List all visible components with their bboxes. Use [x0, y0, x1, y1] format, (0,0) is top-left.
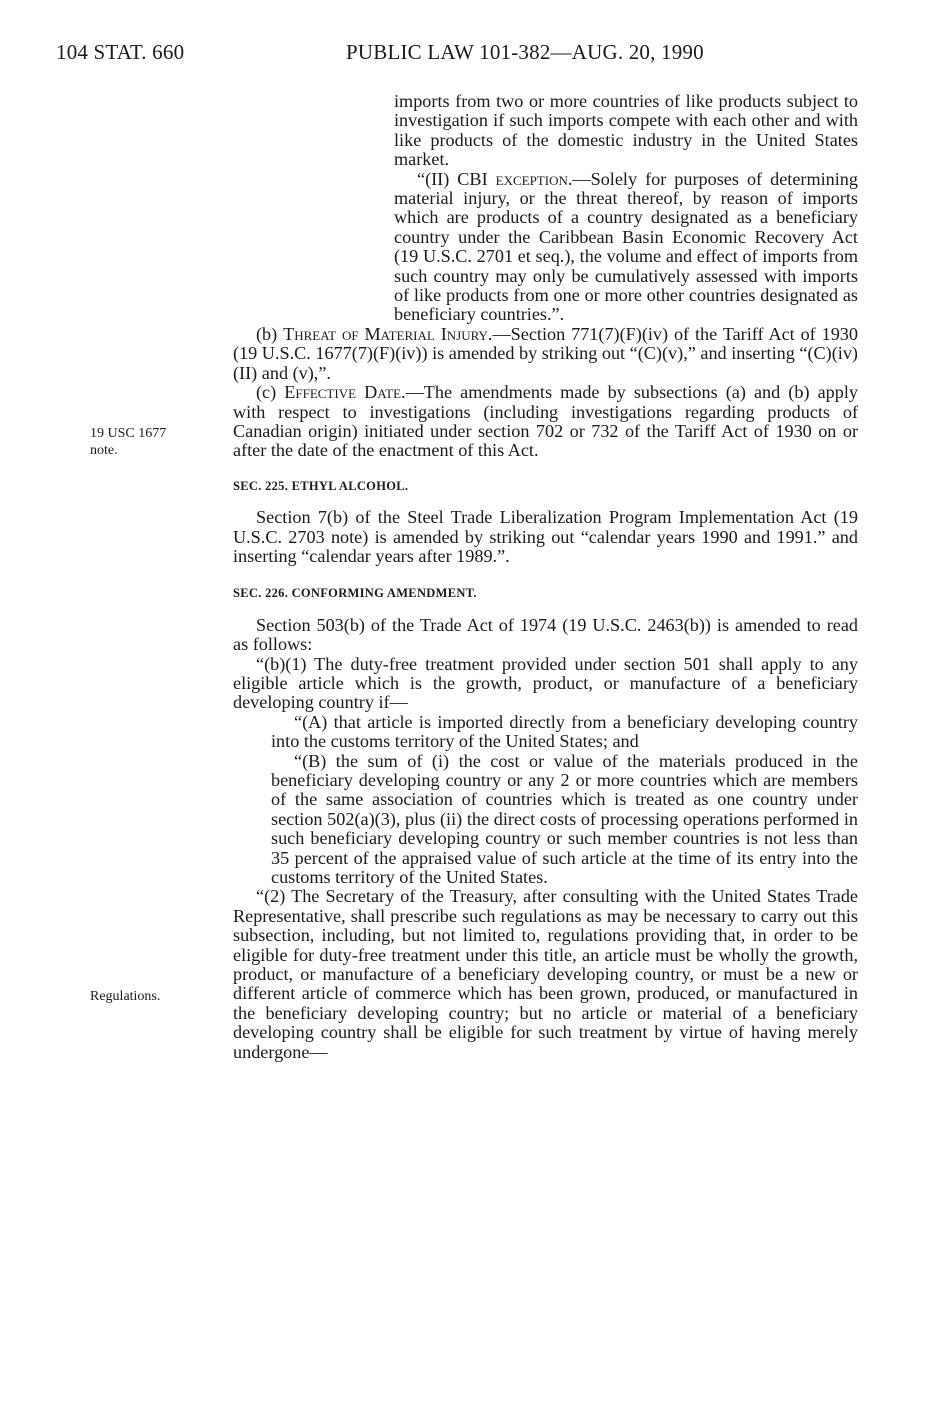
margin-note-usc-line1: 19 USC 1677	[90, 426, 167, 441]
subsection-b-heading: Threat of Material Injury.	[283, 323, 493, 344]
subparagraph-block	[271, 713, 858, 888]
margin-note-usc-line2: note.	[90, 443, 118, 458]
cbi-number: “(II) CBI	[417, 168, 488, 189]
paragraph-cbi-exception	[394, 170, 858, 325]
subsection-b-text: —Section 771(7)(F)(iv) of the Tariff Act of 1930 (19 U.S.C. 1677(7)(F)(iv)) is amended by striking out “(C)(v),” and inserting “(C)(iv)(II) and (v),”.	[233, 323, 858, 383]
subsection-c-text: —The amendments made by subsections (a) and (b) apply with respect to investigations (including investigations regarding products of Canadian origin) initiated under section 702 or 732 of the Tariff Act of 1930 on or after the date of the enactment of this Act.	[233, 382, 858, 461]
paragraph-cumulation-continued: imports from two or more countries of like products subject to investigation if such imports compete with each other and with like products of the domestic industry in the United States market.	[394, 91, 858, 170]
paragraph-b1: “(b)(1) The duty-free treatment provided under section 501 shall apply to any eligible article which is the growth, product, or manufacture of a beneficiary developing country if—	[233, 653, 858, 713]
section-226-intro: Section 503(b) of the Trade Act of 1974 (19 U.S.C. 2463(b)) is amended to read as follows:	[233, 614, 858, 655]
margin-note-regulations: Regulations.	[90, 989, 161, 1004]
margin-note-usc	[90, 425, 166, 459]
cbi-text: —Solely for purposes of determining material injury, or the threat thereof, by reason of imports which are products of a country designated as a beneficiary country under the Caribbean Basin Economic Recovery Act (19 U.S.C. 2701 et seq.), the volume and effect of imports from such country may only be cumulatively assessed with imports of like products from one or more other countries designated as beneficiary countries.”.	[394, 168, 858, 325]
section-225-heading: SEC. 225. ETHYL ALCOHOL.	[233, 478, 409, 493]
paragraph-threat-material-injury	[233, 325, 858, 383]
section-225-text: Section 7(b) of the Steel Trade Liberalization Program Implementation Act (19 U.S.C. 2703 note) is amended by striking out “calendar years 1990 and 1991.” and inserting “calendar years after 1989.”.	[233, 507, 858, 566]
document-body	[233, 92, 858, 1062]
paragraph-effective-date	[233, 383, 858, 461]
subparagraph-b: “(B) the sum of (i) the cost or value of the materials produced in the beneficiary developing country or any 2 or more countries which are members of the same association of countries which is treated as one country under section 502(a)(3), plus (ii) the direct costs of processing operations performed in such beneficiary developing country or such member countries is not less than 35 percent of the appraised value of such article at the time of its entry into the customs territory of the United States.	[271, 750, 858, 888]
section-226-heading: SEC. 226. CONFORMING AMENDMENT.	[233, 586, 477, 601]
subsection-b-number: (b)	[256, 323, 278, 344]
stat-page-number: 104 STAT. 660	[56, 40, 185, 64]
paragraph-2-regulations: “(2) The Secretary of the Treasury, after consulting with the United States Trade Representative, shall prescribe such regulations as may be necessary to carry out this subsection, including, but not limited to, regulations providing that, in order to be eligible for duty-free treatment under this title, an article must be wholly the growth, product, or manufacture of a beneficiary developing country, or must be a new or different article of commerce which has been grown, produced, or manufactured in the beneficiary developing country; but no article or material of a beneficiary developing country shall be eligible for such treatment by virtue of having merely undergone—	[233, 886, 858, 1062]
subparagraph-a: “(A) that article is imported directly from a beneficiary developing country into the customs territory of the United States; and	[271, 711, 858, 752]
subsection-c-number: (c)	[256, 382, 277, 403]
cbi-heading: exception.	[495, 168, 573, 189]
subsection-c-heading: Effective Date.	[284, 382, 406, 403]
subclause-block	[394, 92, 858, 325]
law-title: PUBLIC LAW 101-382—AUG. 20, 1990	[346, 40, 704, 64]
